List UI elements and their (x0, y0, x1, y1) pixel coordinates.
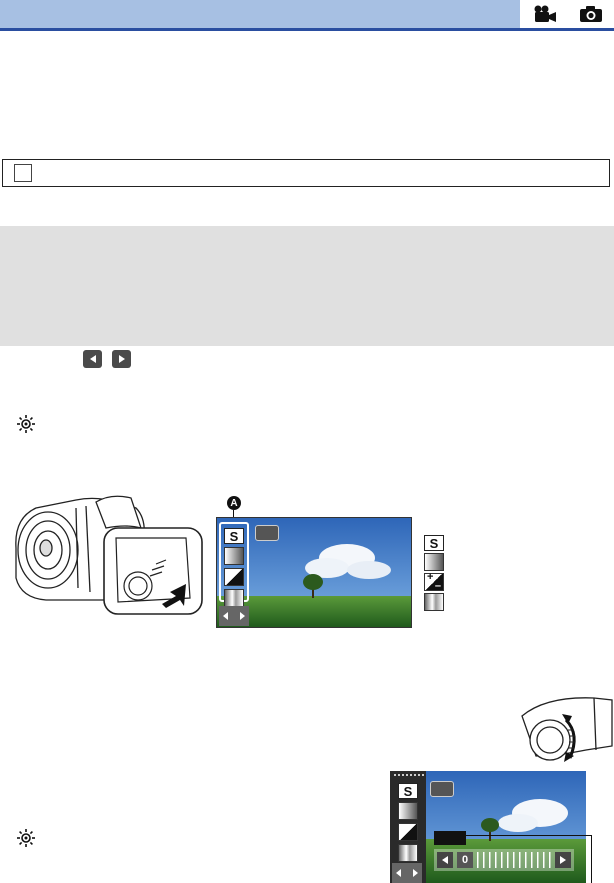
left-arrow-key-icon (83, 350, 102, 368)
dial-illustration (516, 686, 614, 768)
legend-s-icon: S (424, 535, 444, 551)
lcd-screen-1 (216, 517, 412, 628)
exposure-slider[interactable] (434, 849, 574, 871)
icon-legend (424, 535, 444, 611)
exposure-icon[interactable] (224, 568, 244, 586)
lcd-screen-2 (390, 771, 586, 883)
sun-tip-icon-2 (16, 828, 36, 848)
stripe-icon[interactable] (224, 589, 244, 607)
mode-indicator (255, 525, 279, 541)
blank-square-icon (14, 164, 32, 182)
right-arrow-icon[interactable] (239, 611, 246, 621)
mode-indicator-2 (430, 781, 454, 797)
gradient-icon[interactable] (224, 547, 244, 565)
legend-gradient-icon (424, 553, 444, 571)
lcd-nav-arrows[interactable] (219, 606, 249, 626)
left-arrow-icon[interactable] (222, 611, 229, 621)
sun-tip-icon (16, 414, 36, 434)
left-arrow-icon-2[interactable] (395, 868, 402, 878)
video-camera-icon (533, 5, 557, 23)
mode-icons (522, 0, 614, 28)
s-icon-2[interactable]: S (398, 783, 418, 799)
dots-indicator (394, 774, 424, 780)
still-camera-icon (579, 5, 603, 23)
callout-a: A (227, 496, 241, 510)
stripe-icon-2[interactable] (398, 844, 418, 862)
slider-leader-vertical (591, 835, 592, 883)
slider-ticks[interactable] (477, 852, 551, 868)
legend-exposure-icon: + – (424, 573, 444, 591)
info-panel (0, 226, 614, 346)
slider-left-button[interactable] (437, 852, 453, 868)
lcd-nav-arrows-2[interactable] (392, 863, 422, 883)
right-arrow-key-icon (112, 350, 131, 368)
section-header-rule (0, 28, 614, 31)
value-label-box (434, 831, 466, 845)
exposure-icon-2[interactable] (398, 823, 418, 841)
s-icon[interactable]: S (224, 528, 244, 544)
slider-leader-line (466, 835, 592, 836)
camcorder-illustration (6, 488, 208, 618)
gradient-icon-2[interactable] (398, 802, 418, 820)
note-box (2, 159, 610, 187)
section-header-band (0, 0, 520, 28)
slider-value: 0 (457, 852, 473, 868)
slider-right-button[interactable] (555, 852, 571, 868)
legend-stripe-icon (424, 593, 444, 611)
right-arrow-icon-2[interactable] (412, 868, 419, 878)
